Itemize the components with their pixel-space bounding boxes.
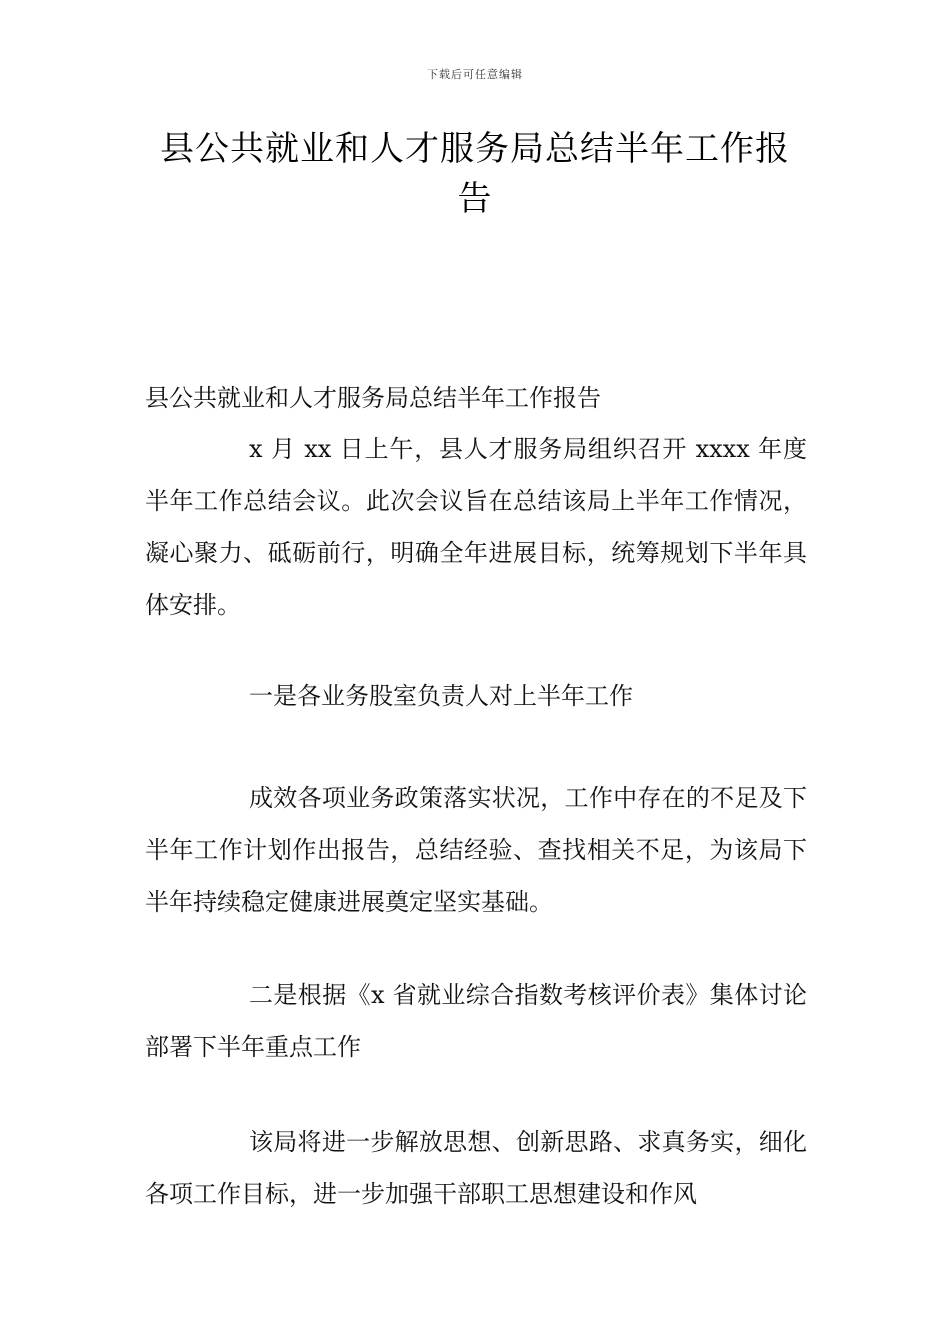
paragraph-point-two-heading: 二是根据《x 省就业综合指数考核评价表》集体讨论部署下半年重点工作 bbox=[145, 981, 807, 1061]
document-title: 县公共就业和人才服务局总结半年工作报告 bbox=[160, 129, 790, 219]
header-note: 下载后可任意编辑 bbox=[427, 68, 523, 81]
paragraph-point-one-heading: 一是各业务股室负责人对上半年工作 bbox=[249, 682, 633, 710]
paragraph-meeting-summary: x 月 xx 日上午，县人才服务局组织召开 xxxx 年度半年工作总结会议。此次会议旨在总结该局上半年工作情况，凝心聚力、砥砺前行，明确全年进展目标，统筹规划下半年具体安排。 bbox=[145, 435, 807, 619]
document-subtitle: 县公共就业和人才服务局总结半年工作报告 bbox=[145, 384, 601, 412]
paragraph-point-one-body: 成效各项业务政策落实状况，工作中存在的不足及下半年工作计划作出报告，总结经验、查找相关不足，为该局下半年持续稳定健康进展奠定坚实基础。 bbox=[145, 784, 807, 916]
paragraph-point-two-body: 该局将进一步解放思想、创新思路、求真务实，细化各项工作目标，进一步加强干部职工思想建设和作风 bbox=[145, 1128, 807, 1208]
